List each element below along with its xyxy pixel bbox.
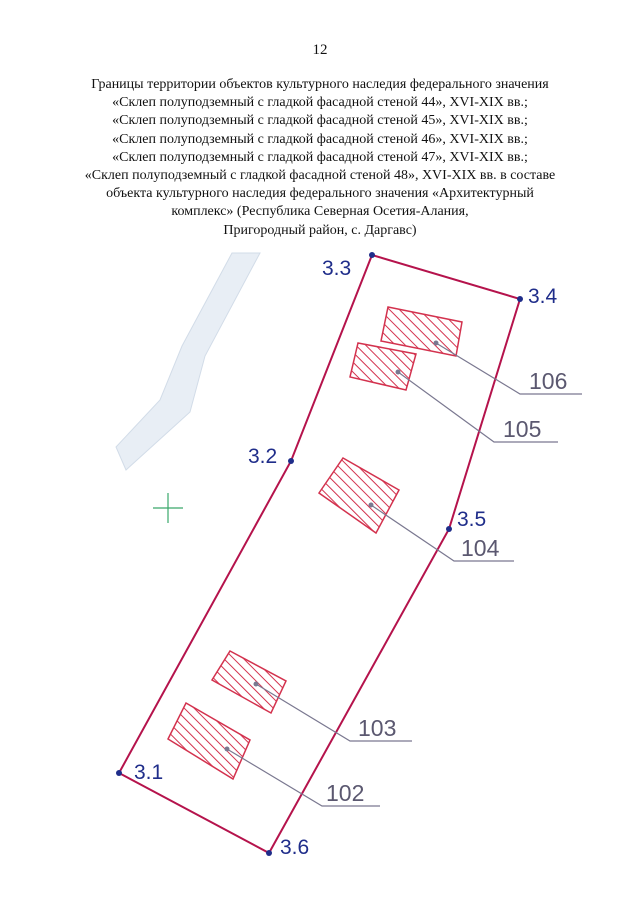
title-line: «Склеп полуподземный с гладкой фасадной стеной 46», XVI-XIX вв.; — [112, 131, 528, 147]
boundary-point-label: 3.2 — [248, 445, 278, 468]
boundary-point-label: 3.4 — [528, 285, 558, 308]
object-label: 106 — [529, 368, 568, 394]
leader-dot — [434, 341, 439, 346]
leader-dot — [396, 370, 401, 375]
road-strip — [116, 253, 260, 470]
boundary-point-label: 3.5 — [457, 508, 487, 531]
crypt-footprint-102 — [168, 703, 250, 779]
boundary-point-3-1 — [116, 770, 122, 776]
title-line: Границы территории объектов культурного наследия федерального значения — [91, 77, 549, 92]
crypt-footprint-105 — [350, 343, 416, 390]
title-line: «Склеп полуподземный с гладкой фасадной стеной 47», XVI-XIX вв.; — [112, 149, 528, 165]
title-line: «Склеп полуподземный с гладкой фасадной стеной 45», XVI-XIX вв.; — [112, 113, 528, 129]
boundary-point-3-3 — [369, 252, 375, 258]
page-number: 12 — [312, 42, 328, 58]
title-line: «Склеп полуподземный с гладкой фасадной стеной 48», XVI-XIX вв. в составе — [84, 168, 556, 184]
boundary-point-3-5 — [446, 526, 452, 532]
crypt-footprint-106 — [381, 307, 462, 356]
title-line: объекта культурного наследия федерального значения «Архитектурный — [106, 186, 534, 202]
crypt-footprints — [168, 307, 462, 779]
crypt-footprint-103 — [212, 651, 286, 713]
leader-dot — [254, 682, 259, 687]
boundary-point-3-6 — [266, 850, 272, 856]
territory-boundary — [119, 255, 520, 853]
title-line: Пригородный район, с. Даргавс) — [223, 222, 417, 238]
cross-marker — [153, 493, 183, 523]
leader-dot — [225, 747, 230, 752]
leader-lines — [227, 343, 582, 806]
object-label: 103 — [358, 715, 397, 741]
crypt-footprint-104 — [319, 458, 399, 533]
title-line: «Склеп полуподземный с гладкой фасадной стеной 44», XVI-XIX вв.; — [112, 95, 528, 111]
boundary-point-label: 3.6 — [280, 836, 310, 859]
boundary-point-label: 3.1 — [134, 761, 164, 784]
boundary-point-label: 3.3 — [322, 257, 352, 280]
leader-dot — [369, 503, 374, 508]
object-label: 104 — [461, 535, 500, 561]
object-label: 105 — [503, 416, 542, 442]
title-line: комплекс» (Республика Северная Осетия-Алания, — [171, 204, 469, 220]
boundary-point-3-2 — [288, 458, 294, 464]
object-label: 102 — [326, 780, 365, 806]
boundary-point-3-4 — [517, 296, 523, 302]
